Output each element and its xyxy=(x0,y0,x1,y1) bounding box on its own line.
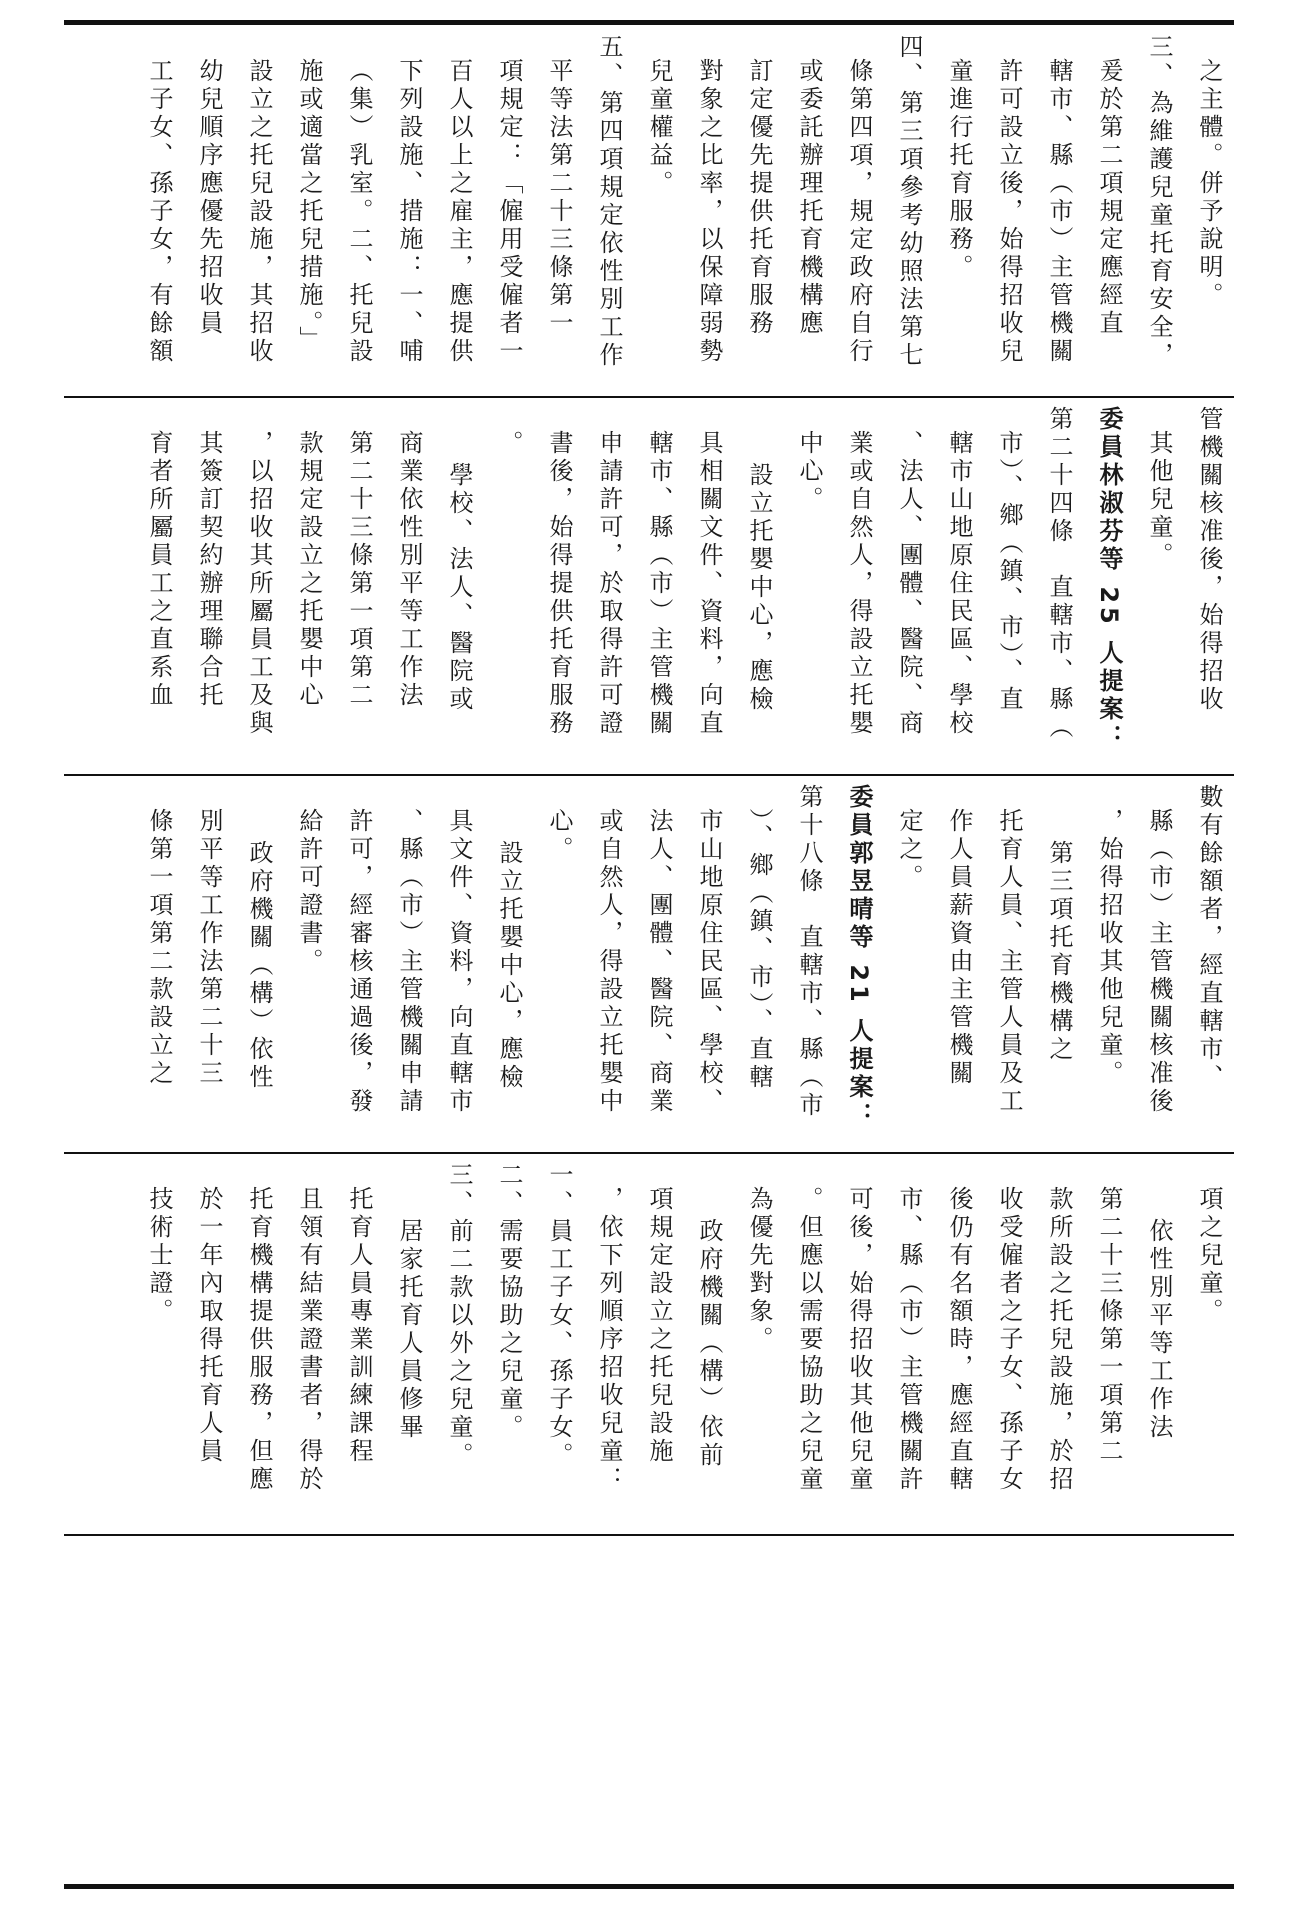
band-divider xyxy=(64,774,1234,776)
band-divider xyxy=(64,1534,1234,1536)
text-line: 托育機構提供服務，但應 xyxy=(245,1186,273,1494)
text-line: 款規定設立之托嬰中心 xyxy=(295,430,323,710)
text-line: 項規定設立之托兒設施 xyxy=(645,1186,673,1466)
text-line: 市、縣（市）主管機關許 xyxy=(895,1186,923,1494)
text-line: 爰於第二項規定應經直 xyxy=(1095,58,1123,338)
text-line: 工子女、孫子女，有餘額 xyxy=(145,58,173,366)
text-line: 許可，經審核通過後，發 xyxy=(345,808,373,1116)
text-line: 訂定優先提供托育服務 xyxy=(745,58,773,338)
text-line: 依性別平等工作法 xyxy=(1145,1218,1173,1442)
text-line: 轄市山地原住民區、學校 xyxy=(945,430,973,738)
text-line: 項之兒童。 xyxy=(1195,1186,1223,1326)
text-line: 第二十三條第一項第二 xyxy=(1095,1186,1123,1466)
text-line: 為優先對象。 xyxy=(745,1186,773,1354)
text-line: 居家托育人員修畢 xyxy=(395,1218,423,1442)
text-line: 款所設之托兒設施，於招 xyxy=(1045,1186,1073,1494)
text-line: 後仍有名額時，應經直轄 xyxy=(945,1186,973,1494)
text-line: 三、前二款以外之兒童。 xyxy=(445,1162,473,1470)
text-line: 管機關核准後，始得招收 xyxy=(1195,406,1223,714)
text-line: 政府機關（構）依前 xyxy=(695,1218,723,1470)
text-line: 於一年內取得托育人員 xyxy=(195,1186,223,1466)
column-text xyxy=(64,778,1234,1148)
text-line: 幼兒順序應優先招收員 xyxy=(195,58,223,338)
text-line: 心。 xyxy=(545,808,573,864)
text-line: 之主體。併予說明。 xyxy=(1195,58,1223,310)
text-line: 兒童權益。 xyxy=(645,58,673,198)
text-line: 條第四項，規定政府自行 xyxy=(845,58,873,366)
text-line: ，依下列順序招收兒童： xyxy=(595,1186,623,1494)
text-line: （集）乳室。二、托兒設 xyxy=(345,58,373,366)
band-divider xyxy=(64,1152,1234,1154)
text-line: 托育人員專業訓練課程 xyxy=(345,1186,373,1466)
column-text xyxy=(64,1156,1234,1531)
text-line: 其簽訂契約辦理聯合托 xyxy=(195,430,223,710)
text-line: 別平等工作法第二十三 xyxy=(195,808,223,1088)
text-line: 申請許可，於取得許可證 xyxy=(595,430,623,738)
text-line: 作人員薪資由主管機關 xyxy=(945,808,973,1088)
text-line: 數有餘額者，經直轄市、 xyxy=(1195,784,1223,1092)
text-line: 政府機關（構）依性 xyxy=(245,840,273,1092)
text-line: 轄市、縣（市）主管機關 xyxy=(1045,58,1073,366)
text-line: 定之。 xyxy=(895,808,923,892)
text-line: 具文件、資料，向直轄市 xyxy=(445,808,473,1116)
text-line: 。但應以需要協助之兒童 xyxy=(795,1186,823,1494)
text-line: ）、鄉（鎮、市）、直轄 xyxy=(745,808,773,1092)
text-line: 第十八條 直轄市、縣（市 xyxy=(795,784,823,1120)
text-line: 第二十三條第一項第二 xyxy=(345,430,373,710)
text-line: 平等法第二十三條第一 xyxy=(545,58,573,338)
text-line: 中心。 xyxy=(795,430,823,514)
text-line: 、縣（市）主管機關申請 xyxy=(395,808,423,1116)
text-line: 業或自然人，得設立托嬰 xyxy=(845,430,873,738)
proposal-heading: 委員郭昱晴等 21 人提案： xyxy=(845,784,873,1131)
text-line: 設立之托兒設施，其招收 xyxy=(245,58,273,366)
band-divider xyxy=(64,396,1234,398)
text-line: 五、第四項規定依性別工作 xyxy=(595,34,623,370)
column-text xyxy=(64,400,1234,770)
text-line: 技術士證。 xyxy=(145,1186,173,1326)
text-line: 許可設立後，始得招收兒 xyxy=(995,58,1023,366)
text-line: 給許可證書。 xyxy=(295,808,323,976)
column-text xyxy=(64,28,1234,393)
bottom-rule xyxy=(64,1884,1234,1889)
text-line: 育者所屬員工之直系血 xyxy=(145,430,173,710)
text-line: ，始得招收其他兒童。 xyxy=(1095,808,1123,1088)
text-line: 設立托嬰中心，應檢 xyxy=(745,462,773,714)
text-line: 設立托嬰中心，應檢 xyxy=(495,840,523,1092)
text-line: 學校、法人、醫院或 xyxy=(445,462,473,714)
text-line: 縣（市）主管機關核准後 xyxy=(1145,808,1173,1116)
text-band-2 xyxy=(64,400,1234,770)
text-line: ，以招收其所屬員工及與 xyxy=(245,430,273,738)
text-line: 第三項托育機構之 xyxy=(1045,840,1073,1064)
text-line: 或委託辦理托育機構應 xyxy=(795,58,823,338)
text-line: 且領有結業證書者，得於 xyxy=(295,1186,323,1494)
text-line: 轄市、縣（市）主管機關 xyxy=(645,430,673,738)
text-line: 市）、鄉（鎮、市）、直 xyxy=(995,430,1023,714)
text-line: 書後，始得提供托育服務 xyxy=(545,430,573,738)
text-line: 二、需要協助之兒童。 xyxy=(495,1162,523,1442)
text-line: 下列設施、措施：一、哺 xyxy=(395,58,423,366)
text-line: 。 xyxy=(495,430,523,458)
text-line: 對象之比率，以保障弱勢 xyxy=(695,58,723,366)
text-line: 其他兒童。 xyxy=(1145,430,1173,570)
text-band-1 xyxy=(64,28,1234,393)
text-line: 施或適當之托兒措施。」 xyxy=(295,58,323,354)
text-line: 第二十四條 直轄市、縣（ xyxy=(1045,406,1073,742)
proposal-heading: 委員林淑芬等 25 人提案： xyxy=(1095,406,1123,753)
text-line: 百人以上之雇主，應提供 xyxy=(445,58,473,366)
text-line: 項規定：「僱用受僱者一 xyxy=(495,58,523,366)
text-line: 可後，始得招收其他兒童 xyxy=(845,1186,873,1494)
text-line: 一、員工子女、孫子女。 xyxy=(545,1162,573,1470)
text-band-3 xyxy=(64,778,1234,1148)
text-line: 商業依性別平等工作法 xyxy=(395,430,423,710)
text-line: 四、第三項參考幼照法第七 xyxy=(895,34,923,370)
text-line: 三、為維護兒童托育安全， xyxy=(1145,34,1173,370)
text-line: 市山地原住民區、學校、 xyxy=(695,808,723,1116)
text-line: 收受僱者之子女、孫子女 xyxy=(995,1186,1023,1494)
text-band-4 xyxy=(64,1156,1234,1531)
text-line: 條第一項第二款設立之 xyxy=(145,808,173,1088)
top-rule xyxy=(64,20,1234,25)
text-line: 或自然人，得設立托嬰中 xyxy=(595,808,623,1116)
text-line: 童進行托育服務。 xyxy=(945,58,973,282)
text-line: 具相關文件、資料，向直 xyxy=(695,430,723,738)
text-line: 法人、團體、醫院、商業 xyxy=(645,808,673,1116)
text-line: 托育人員、主管人員及工 xyxy=(995,808,1023,1116)
text-line: 、法人、團體、醫院、商 xyxy=(895,430,923,738)
